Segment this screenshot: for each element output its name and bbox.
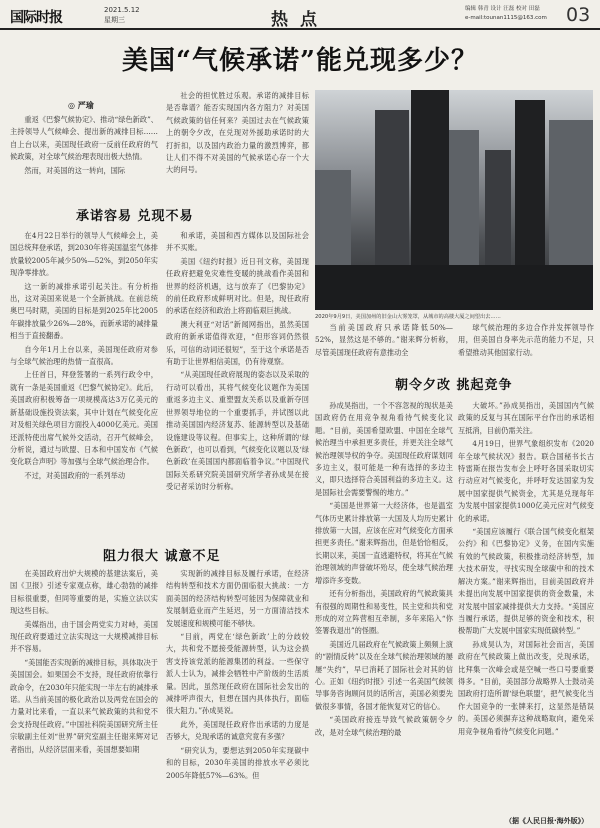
column-1-intro	[10, 114, 158, 178]
column-1-body	[10, 230, 158, 483]
photo-caption: 2020年9月9日，美国加州的旧金山大雾笼罩，从城市的高楼大厦之间望出去……	[315, 314, 501, 320]
issue-date: 2021.5.12	[104, 6, 140, 14]
paragraph: 实现新的减排目标及履行承诺，在经济结构转型和技术方面仍面临很大挑战：一方面美国的经济结构转型可能因为保障就业和发展制造业而产生延迟，另一方面清洁技术发展速度和规模可能不够快。	[166, 569, 309, 628]
paragraph: “美国是世界第一大经济体，也是温室气体历史累计排放第一大国及人均历史累计排放第一大国，应该在应对气候变化方面承担更多责任。”谢来辉指出，但是恰恰相反，长期以来，美国一直逃避特权，将其在气候治理领域的声誉破坏殆尽，使全球气候治理增添许多变数。	[315, 501, 453, 585]
paragraph: 大破坏。”孙成昊指出，美国国内气候政策的反复与其在国际平台作出的承诺相互抵消，目前仍需关注。	[458, 401, 594, 435]
paragraph: 重返《巴黎气候协定》、推动“绿色新政”、主持领导人气候峰会、提出新的减排目标……自上台以来，美国现任政府一反前任政府的气候政策，对全球气候治理表现出极大热情。	[10, 115, 158, 162]
newspaper-logo: 国际时报	[10, 10, 62, 26]
paragraph: 此外，美国现任政府作出承诺的力度是否够大，兑现承诺的诚意究竟有多强？	[166, 719, 309, 742]
paragraph: 当前美国政府只承诺降低50%—52%，显然这是不够的。”谢来辉分析称，尽管美国现任政府有意推动全	[315, 323, 453, 357]
page-number: 03	[566, 4, 591, 26]
paragraph: “美国能否实现新的减排目标，具体取决于美国国会。如果国会不支持，现任政府依靠行政命令，在2030年只能实现一半左右的减排承诺。从当前美国的极化政治以及两党在国会的力量对比来看，一直以来气候政策的共和党不会支持现任政府。”中国社科院美国研究所主任宗敏副主任刘“世界”研究室副主任谢来辉对记者指出，从经济层面来看，美国想要如期	[10, 657, 158, 754]
subhead-3: 朝令夕改 挑起竞争	[395, 378, 513, 393]
section-title: 热点	[271, 10, 329, 30]
editors-credit	[465, 5, 575, 23]
column-4-intro	[458, 322, 594, 360]
paragraph: “研究认为，要想达到2050年实现碳中和的目标，2030年美国的排放水平必须比2005年降低57%—63%。但	[166, 745, 309, 780]
paragraph: 自今年1月上台以来，美国现任政府对参与全球气候治理的热情一直很高。	[10, 344, 158, 367]
paragraph: 上任首日，拜登签署的一系列行政令中，就有一条是美国重返《巴黎气候协定》。此后，美国政府积极筹备一项规模高达3万亿美元的新基础设施投资法案，其中计划在气候变化应对及相关绿色项目方面投入4000亿美元。美国还派特使出席气候外交活动，召开气候峰会，分析说，通过与欧盟、日本和中国发布《气候变化联合声明》等加强与全球气候治理合作。	[10, 370, 158, 467]
paragraph: 孙成昊指出，一个不容忽视的现状是美国政府仍在用竞争视角看待气候变化议题。“目前，美国希望欧盟、中国在全球气候治理当中承担更多责任，并更关注全球气候治理领导权的争夺。美国现任政府谋划同多边主义，很可能是一种有选择的多边主义，即只选择符合美国利益的多边主义。这是国际社会需要警惕的地方。”	[315, 401, 453, 497]
author-byline: ◎ 严瑜	[68, 101, 94, 110]
column-2-body	[166, 230, 309, 495]
paragraph: 球气候治理的多边合作并发挥领导作用，但美国自身率先示范的能力不足，只希望推动其他国家行动。	[458, 323, 594, 357]
paragraph: 和承诺，美国和西方媒体以及国际社会并不买账。	[166, 231, 309, 253]
paragraph: “美国政府接连导致气候政策朝令夕改，是对全球气候治理的最	[315, 715, 453, 737]
column-2-section2	[166, 568, 309, 783]
source-credit: （据《人民日报·海外版》）	[505, 817, 589, 825]
paragraph: 社会的担忧胜过乐观。承诺的减排目标是否靠谱？能否实现国内各方阻力？对美国气候政策的信任何来？美国过去在气候政策上的朝令夕改，在兑现对外援助承诺时的大打折扣，以及国内政治力量的激烈博弈，都让人们不得不对美国的气候承诺心存一个大大的问号。	[166, 91, 309, 175]
paragraph: 不过，对美国政府的一系列举动	[24, 470, 126, 480]
city-skyline-photo	[315, 90, 593, 310]
paragraph: “从美国现任政府展现的姿态以及采取的行动可以看出，其将气候变化议题作为美国重返多边主义、重塑盟友关系以及重新夺回世界领导地位的一个重要抓手，并试图以此推动美国国内经济复苏、能源转型以及基础设施建设等议程。但事实上，这种所谓的‘绿色新政’，也可以看到，气候变化议题以及‘绿色新政’在美国国内都面临着争议。”中国现代国际关系研究院美国研究所学者孙成昊在接受记者采访时分析称。	[166, 370, 309, 492]
column-3-body	[315, 400, 453, 740]
email-line: e-mail:tounan1115@163.com	[465, 15, 547, 21]
article-headline: 美国“气候承诺”能兑现多少？	[122, 46, 478, 76]
paragraph: 孙成昊认为，对国际社会而言，美国政府在气候政策上做出改变，兑现承诺，比拜集一次峰会或是空喊一些口号要重要得多。“目前，美国部分战略界人士鼓动美国政府打造所谓‘绿色联盟’，把气候变化当作大国竞争的一张牌来打，这显然是错误的。美国必须摒弃这种战略取向，避免采用竞争视角看待气候变化问题。”	[458, 639, 594, 736]
editors-line: 编辑 韩青 设计 汪磊 校对 田磊	[465, 6, 540, 12]
subhead-2: 阻力很大 诚意不足	[103, 549, 221, 564]
paragraph: 在4月22日举行的领导人气候峰会上，美国总统拜登承诺，到2030年将美国温室气体排放量较2005年减少50%—52%，到2050年实现净零排放。	[10, 231, 158, 278]
paragraph: 还有分析指出，美国政府的气候政策具有很强的周期性和易变性，民主党和共和党形成的对立阵营相互牵制，多年来陷入“你签署我退出”的怪圈。	[315, 589, 453, 636]
paragraph: 在美国政府出炉大规模的基建法案后，美国《卫报》引述专家观点称，雄心勃勃的减排目标很重要，但同等重要的是，实施立法以实现这些目标。	[10, 569, 158, 616]
paragraph: 这一新的减排承诺引起关注。有分析指出，这对美国来说是一个全新挑战。在前总统奥巴马时期，美国的目标是到2025年比2005年碳排放量少26%—28%，而新承诺的减排量相当于直接翻番。	[10, 281, 158, 341]
column-2-intro	[166, 90, 309, 178]
paragraph: “美国应该履行《联合国气候变化框架公约》和《巴黎协定》义务，在国内实施有效的气候政策，积极推动经济转型，加大技术研发，寻找实现全球碳中和的技术解决方案。”谢来辉指出，目前美国政府并未提出向发展中国家提供的资金数量，未对发展中国家减排提供大力支持。“美国应当履行承诺，提供足够的资金和技术，积极帮助广大发展中国家实现低碳转型。”	[458, 527, 594, 636]
column-3-intro	[315, 322, 453, 360]
subhead-1: 承诺容易 兑现不易	[76, 209, 194, 224]
column-1-section2	[10, 568, 158, 757]
paragraph: 4月19日，世界气象组织发布《2020年全球气候状况》报告。联合国秘书长古特雷斯在报告发布会上呼吁各国采取切实行动应对气候变化，并呼吁发达国家为发展中国家提供气候资金，尤其是兑现每年为发展中国家提供1000亿美元应对气候变化的承诺。	[458, 439, 594, 523]
paragraph: 美国近几届政府在气候政策上频频上演的“剧情反转”以及在全球气候治理领域的屡屡“失约”，早已消耗了国际社会对其的信心。正如《纽约时报》引述一名美国气候领导事务咨询顾问员的话所言，美国必须要先做很多事情，各国才能恢复对它的信心。	[315, 639, 453, 711]
paragraph: “目前，两党在‘绿色新政’上的分歧较大，共和党不愿接受能源转型，认为这会损害支持该党派的能源集团的利益。一些保守派人士认为，减排会牺牲中产阶级的生活质量。因此，虽然现任政府在国际社会发出的减排呼声很大，但想在国内具体执行，面临很大阻力。”孙成昊说。	[166, 632, 309, 716]
paragraph: 美媒指出，由于国会两党实力对峙，美国现任政府要通过立法实现这一大规模减排目标并不容易。	[10, 619, 158, 654]
paragraph: 然而，对美国的这一转向，国际	[24, 165, 126, 175]
paragraph: 澳大利亚“对话”新闻网指出，虽然美国政府的新承诺值得欢迎，“但形容词仍然很乐，可信的动词还很短”，至于这个承诺是否有助于让世界相信美国，仍有待观察。	[166, 319, 309, 367]
issue-weekday: 星期三	[104, 16, 125, 24]
masthead	[0, 0, 600, 30]
column-4-body	[458, 400, 594, 739]
paragraph: 美国《纽约时报》近日刊文称，美国现任政府把避免灾难性变暖的挑战看作美国和世界的经济机遇，这与放弃了《巴黎协定》的前任政府形成鲜明对比。但是，现任政府的承诺在经济和政治上将面临艰巨挑战。	[166, 256, 309, 316]
